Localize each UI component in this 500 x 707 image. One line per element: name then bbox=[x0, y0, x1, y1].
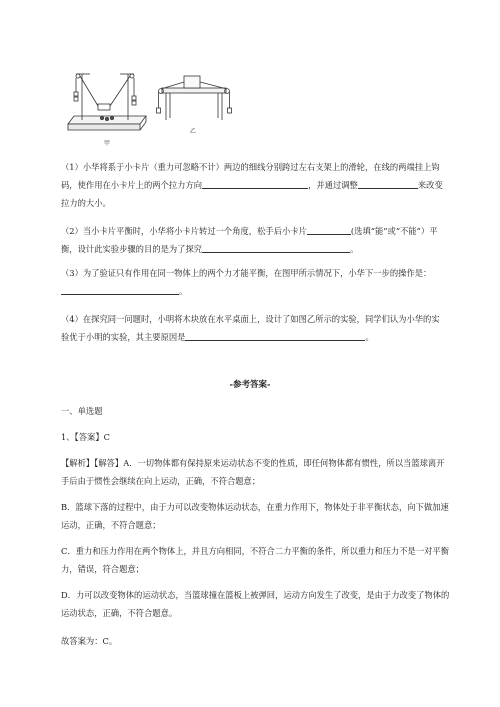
answer-blank-4[interactable] bbox=[185, 331, 365, 341]
answer-blank-3[interactable] bbox=[61, 285, 179, 295]
question-1 bbox=[61, 158, 446, 212]
answer-blank-2b[interactable] bbox=[202, 243, 350, 253]
analysis-option-b: B．篮球下落的过程中，由于力可以改变物体运动状态，在重力作用下，物体处于非平衡状态，向下做加速运动，正确，不符合题意； bbox=[61, 502, 449, 530]
answer-section-title: -参考答案- bbox=[229, 380, 271, 390]
question-1-text-b: ，并通过调整 bbox=[308, 180, 358, 190]
question-4 bbox=[61, 310, 446, 346]
question-2 bbox=[61, 222, 446, 258]
analysis-option-c: C．重力和压力作用在两个物体上，并且方向相同，不符合二力平衡的条件，所以重力和压力不是一对平衡力，错误，符合题意； bbox=[61, 546, 450, 574]
question-3-text-a: （3）为了验证只有作用在同一物体上的两个力才能平衡，在图甲所示情况下，小华下一步的操作是： bbox=[61, 268, 432, 278]
question-1-text-a: （1）小华将系于小卡片（重力可忽略不计）两边的细线分别跨过左右支架上的滑轮，在线的两端挂上钩码，使作用在小卡片上的两个拉力方向 bbox=[61, 162, 440, 190]
conclusion: 故答案为：C。 bbox=[61, 636, 118, 646]
analysis-option-d: D．力可以改变物体的运动状态，当篮球撞在篮板上被弹回，运动方向发生了改变，是由于力改变了物体的运动状态，正确，不符合题意。 bbox=[61, 590, 450, 618]
figure-label-right: 乙 bbox=[190, 128, 197, 135]
apparatus-figure bbox=[62, 62, 242, 148]
question-2-text-c: 。 bbox=[350, 244, 359, 254]
answer-blank-2a[interactable] bbox=[307, 225, 351, 235]
question-1-text-c: 来改变拉力的大小。 bbox=[61, 180, 443, 208]
section-heading: 一、单选题 bbox=[61, 406, 103, 416]
answer-blank-1a[interactable] bbox=[202, 179, 308, 189]
analysis-option-a: 【解析】【解答】A．一切物体都有保持原来运动状态不变的性质，即任何物体都有惯性，所以当篮球离开手后由于惯性会继续在向上运动，正确，不符合题意； bbox=[61, 458, 445, 486]
question-3 bbox=[61, 264, 446, 300]
apparatus-drawing bbox=[62, 62, 242, 148]
question-2-text-b: (选填“能”或“不能”）平衡，设计此实验步骤的目的是为了探究 bbox=[61, 226, 438, 254]
question-3-text-b: 。 bbox=[179, 286, 188, 296]
figure-label-left: 甲 bbox=[104, 140, 111, 147]
question-2-text-a: （2）当小卡片平衡时，小华将小卡片转过一个角度，松手后小卡片 bbox=[61, 226, 307, 236]
answer-blank-1b[interactable] bbox=[358, 179, 418, 189]
answer-line: 1、【答案】C bbox=[61, 432, 110, 442]
question-4-text-b: 。 bbox=[365, 332, 374, 342]
question-4-text-a: （4）在探究同一问题时，小明将木块放在水平桌面上，设计了如图乙所示的实验，同学们认为小华的实验优于小明的实验，其主要原因是 bbox=[61, 314, 440, 342]
